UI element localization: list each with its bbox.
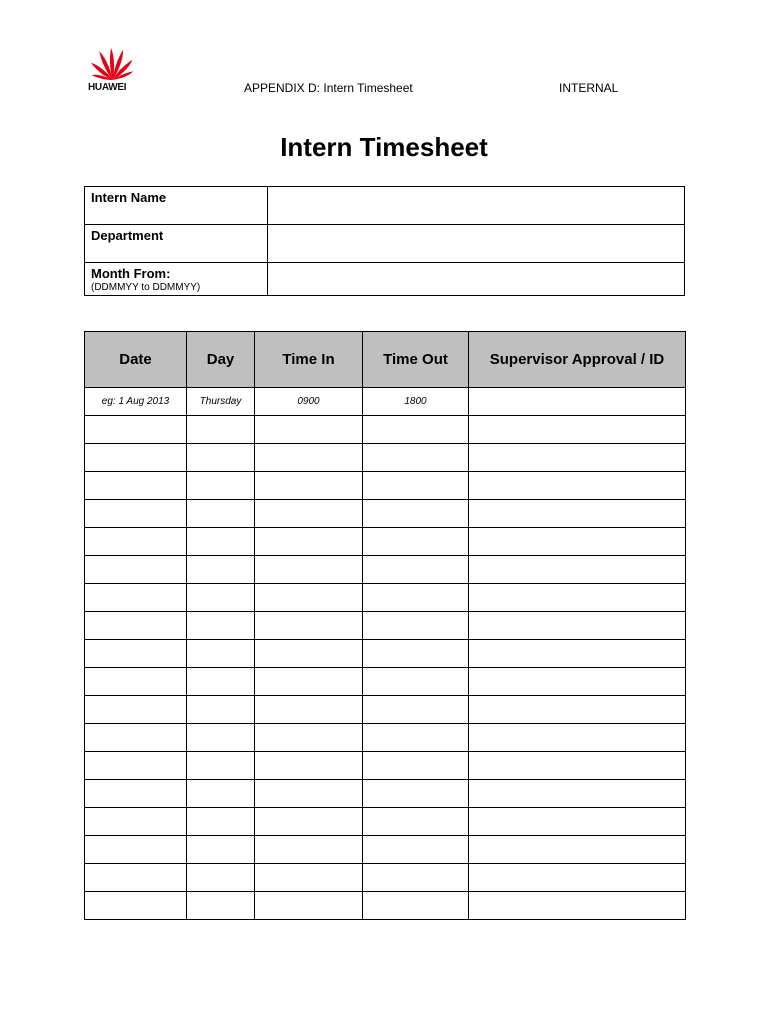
time-out-cell[interactable] xyxy=(363,696,469,724)
date-cell[interactable] xyxy=(85,696,187,724)
date-cell[interactable] xyxy=(85,752,187,780)
month-from-label: Month From: xyxy=(91,266,171,281)
supervisor-approval-cell[interactable] xyxy=(469,780,686,808)
time-out-cell[interactable] xyxy=(363,416,469,444)
supervisor-approval-cell[interactable] xyxy=(469,668,686,696)
time-out-cell[interactable] xyxy=(363,752,469,780)
time-out-cell[interactable] xyxy=(363,864,469,892)
intern-name-label: Intern Name xyxy=(91,190,167,205)
date-cell[interactable] xyxy=(85,444,187,472)
date-cell[interactable] xyxy=(85,892,187,920)
day-cell[interactable]: Thursday xyxy=(187,388,255,416)
supervisor-approval-cell[interactable] xyxy=(469,808,686,836)
timesheet-row xyxy=(85,500,686,528)
time-in-cell[interactable]: 0900 xyxy=(255,388,363,416)
time-in-cell[interactable] xyxy=(255,752,363,780)
intern-name-field[interactable] xyxy=(268,187,685,225)
timesheet-row xyxy=(85,668,686,696)
info-row-department xyxy=(85,225,685,263)
day-cell[interactable] xyxy=(187,864,255,892)
time-out-cell[interactable] xyxy=(363,444,469,472)
date-cell[interactable] xyxy=(85,780,187,808)
time-out-cell[interactable] xyxy=(363,584,469,612)
column-header-day: Day xyxy=(187,332,255,388)
supervisor-approval-cell[interactable] xyxy=(469,696,686,724)
time-in-cell[interactable] xyxy=(255,444,363,472)
supervisor-approval-cell[interactable] xyxy=(469,584,686,612)
timesheet-row xyxy=(85,556,686,584)
time-in-cell[interactable] xyxy=(255,500,363,528)
supervisor-approval-cell[interactable] xyxy=(469,836,686,864)
day-cell[interactable] xyxy=(187,500,255,528)
timesheet-table xyxy=(84,331,686,920)
intern-info-table xyxy=(84,186,685,296)
time-out-cell[interactable] xyxy=(363,668,469,696)
timesheet-row xyxy=(85,472,686,500)
supervisor-approval-cell[interactable] xyxy=(469,444,686,472)
timesheet-row xyxy=(85,696,686,724)
date-cell[interactable] xyxy=(85,640,187,668)
timesheet-row xyxy=(85,640,686,668)
time-in-cell[interactable] xyxy=(255,808,363,836)
day-cell[interactable] xyxy=(187,528,255,556)
date-cell[interactable] xyxy=(85,864,187,892)
time-in-cell[interactable] xyxy=(255,556,363,584)
time-in-cell[interactable] xyxy=(255,528,363,556)
appendix-title: APPENDIX D: Intern Timesheet xyxy=(244,81,413,95)
time-out-cell[interactable] xyxy=(363,836,469,864)
column-header-supervisor-approval: Supervisor Approval / ID xyxy=(469,332,686,388)
timesheet-row xyxy=(85,752,686,780)
day-cell[interactable] xyxy=(187,444,255,472)
time-in-cell[interactable] xyxy=(255,668,363,696)
timesheet-row xyxy=(85,724,686,752)
day-cell[interactable] xyxy=(187,668,255,696)
date-cell[interactable]: eg: 1 Aug 2013 xyxy=(85,388,187,416)
info-row-month-from xyxy=(85,263,685,296)
time-in-cell[interactable] xyxy=(255,640,363,668)
day-cell[interactable] xyxy=(187,752,255,780)
column-header-date: Date xyxy=(85,332,187,388)
supervisor-approval-cell[interactable] xyxy=(469,416,686,444)
time-out-cell[interactable] xyxy=(363,528,469,556)
date-cell[interactable] xyxy=(85,500,187,528)
date-cell[interactable] xyxy=(85,724,187,752)
date-cell[interactable] xyxy=(85,668,187,696)
supervisor-approval-cell[interactable] xyxy=(469,472,686,500)
timesheet-row xyxy=(85,612,686,640)
classification-label: INTERNAL xyxy=(559,81,619,95)
time-out-cell[interactable] xyxy=(363,892,469,920)
supervisor-approval-cell[interactable] xyxy=(469,528,686,556)
time-out-cell[interactable] xyxy=(363,780,469,808)
time-out-cell[interactable] xyxy=(363,724,469,752)
time-out-cell[interactable] xyxy=(363,500,469,528)
timesheet-row xyxy=(85,780,686,808)
date-cell[interactable] xyxy=(85,472,187,500)
time-in-cell[interactable] xyxy=(255,612,363,640)
time-out-cell[interactable] xyxy=(363,472,469,500)
day-cell[interactable] xyxy=(187,724,255,752)
supervisor-approval-cell[interactable] xyxy=(469,500,686,528)
supervisor-approval-cell[interactable] xyxy=(469,752,686,780)
supervisor-approval-cell[interactable] xyxy=(469,864,686,892)
day-cell[interactable] xyxy=(187,472,255,500)
logo-text: HUAWEI xyxy=(88,82,127,93)
time-in-cell[interactable] xyxy=(255,780,363,808)
day-cell[interactable] xyxy=(187,808,255,836)
timesheet-row xyxy=(85,836,686,864)
date-cell[interactable] xyxy=(85,612,187,640)
date-cell[interactable] xyxy=(85,808,187,836)
column-header-time-in: Time In xyxy=(255,332,363,388)
date-cell[interactable] xyxy=(85,528,187,556)
example-row xyxy=(85,388,686,416)
date-cell[interactable] xyxy=(85,556,187,584)
date-cell[interactable] xyxy=(85,584,187,612)
time-in-cell[interactable] xyxy=(255,724,363,752)
info-label xyxy=(85,225,268,263)
day-cell[interactable] xyxy=(187,696,255,724)
day-cell[interactable] xyxy=(187,640,255,668)
supervisor-approval-cell[interactable] xyxy=(469,640,686,668)
timesheet-row xyxy=(85,444,686,472)
page-title: Intern Timesheet xyxy=(280,132,488,162)
supervisor-approval-cell[interactable] xyxy=(469,388,686,416)
time-in-cell[interactable] xyxy=(255,892,363,920)
info-label xyxy=(85,263,268,296)
time-in-cell[interactable] xyxy=(255,472,363,500)
time-in-cell[interactable] xyxy=(255,836,363,864)
month-from-hint: (DDMMYY to DDMMYY) xyxy=(91,282,201,293)
day-cell[interactable] xyxy=(187,836,255,864)
supervisor-approval-cell[interactable] xyxy=(469,892,686,920)
day-cell[interactable] xyxy=(187,780,255,808)
info-label xyxy=(85,187,268,225)
huawei-logo xyxy=(88,44,138,96)
day-cell[interactable] xyxy=(187,892,255,920)
column-header-time-out: Time Out xyxy=(363,332,469,388)
day-cell[interactable] xyxy=(187,612,255,640)
day-cell[interactable] xyxy=(187,416,255,444)
timesheet-row xyxy=(85,528,686,556)
supervisor-approval-cell[interactable] xyxy=(469,724,686,752)
time-in-cell[interactable] xyxy=(255,584,363,612)
huawei-flower-icon xyxy=(88,44,138,82)
time-in-cell[interactable] xyxy=(255,864,363,892)
time-in-cell[interactable] xyxy=(255,696,363,724)
time-out-cell[interactable] xyxy=(363,556,469,584)
time-out-cell[interactable] xyxy=(363,808,469,836)
timesheet-header-row xyxy=(85,332,686,388)
timesheet-row xyxy=(85,864,686,892)
supervisor-approval-cell[interactable] xyxy=(469,612,686,640)
department-field[interactable] xyxy=(268,225,685,263)
timesheet-row xyxy=(85,584,686,612)
date-cell[interactable] xyxy=(85,416,187,444)
day-cell[interactable] xyxy=(187,556,255,584)
day-cell[interactable] xyxy=(187,584,255,612)
timesheet-row xyxy=(85,808,686,836)
timesheet-row xyxy=(85,416,686,444)
time-out-cell[interactable] xyxy=(363,640,469,668)
month-from-field[interactable] xyxy=(268,263,685,296)
info-row-intern-name xyxy=(85,187,685,225)
timesheet-row xyxy=(85,892,686,920)
date-cell[interactable] xyxy=(85,836,187,864)
time-out-cell[interactable]: 1800 xyxy=(363,388,469,416)
supervisor-approval-cell[interactable] xyxy=(469,556,686,584)
department-label: Department xyxy=(91,228,164,243)
time-in-cell[interactable] xyxy=(255,416,363,444)
time-out-cell[interactable] xyxy=(363,612,469,640)
